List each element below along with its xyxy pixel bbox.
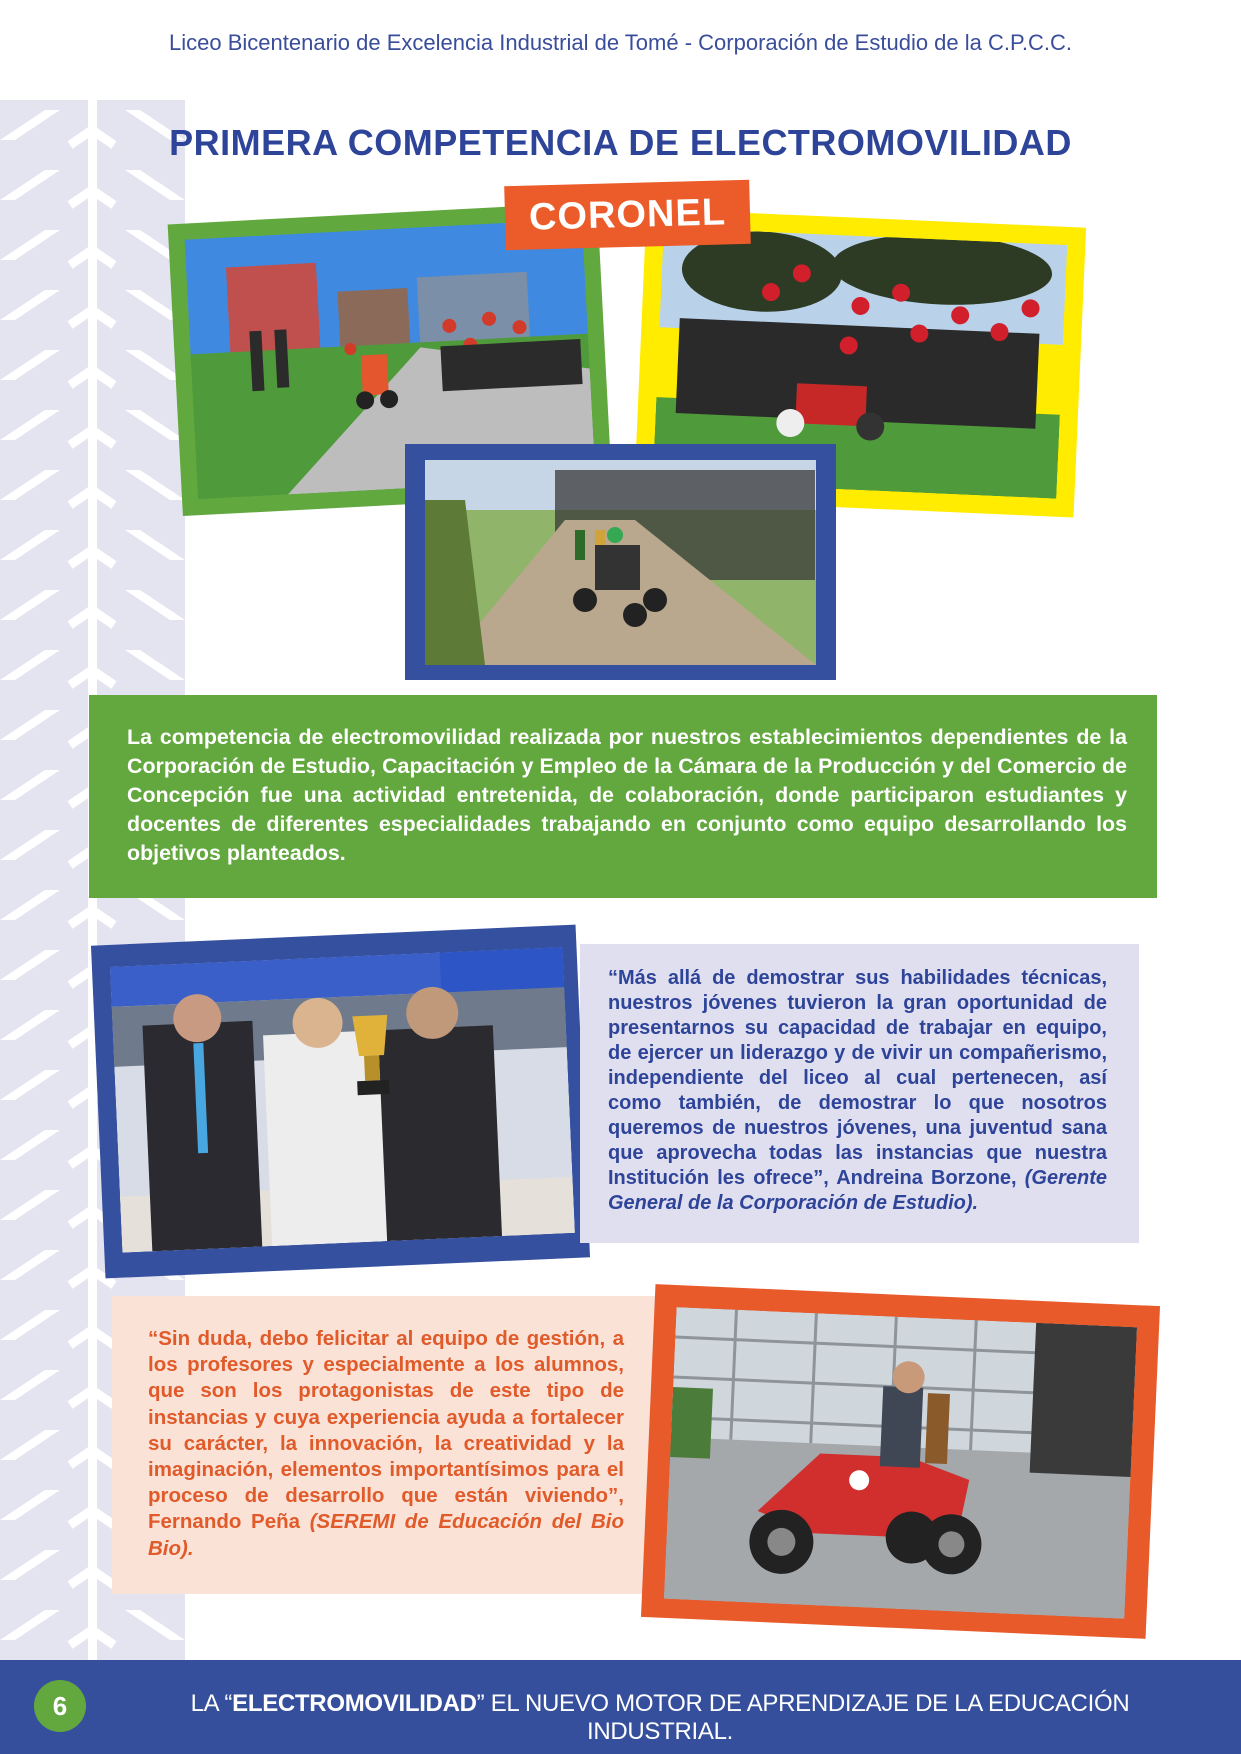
intro-paragraph: La competencia de electromovilidad realizada por nuestros establecimientos dependientes de la Corporación de Estudio, Capacitación y Empleo de la Cámara de la Producción y del Comercio de Concepción fue una actividad entretenida, de colaboración, donde participaron estudiantes y docentes de diferentes especialidades trabajando en conjunto como equipo desarrollando los objetivos planteados. (127, 725, 1127, 865)
quote-borzone-attribution: (Gerente General de la Corporación de Estudio). (608, 1167, 1107, 1214)
intro-text-box (89, 695, 1157, 898)
page-footer (0, 1660, 1241, 1754)
quote-pena (112, 1296, 672, 1594)
photo-frame-orange (641, 1284, 1160, 1639)
footer-tagline-emphasis: ELECTROMOVILIDAD (232, 1690, 477, 1717)
quote-borzone (580, 944, 1139, 1243)
location-badge: CORONEL (504, 180, 751, 250)
footer-tagline-prefix: LA “ (190, 1690, 233, 1717)
page-title: PRIMERA COMPETENCIA DE ELECTROMOVILIDAD (169, 122, 1072, 163)
quote-pena-attribution: (SEREMI de Educación del Bio Bio). (148, 1510, 624, 1560)
footer-tagline-suffix: ” EL NUEVO MOTOR DE APRENDIZAJE DE LA EDUCACIÓN INDUSTRIAL. (476, 1690, 1130, 1745)
footer-tagline (130, 1690, 1190, 1746)
quote-borzone-body: “Más allá de demostrar sus habilidades técnicas, nuestros jóvenes tuvieron la gran oportunidad de presentarnos su capacidad de trabajar en equipo, de ejercer un liderazgo y de vivir un compañerismo, independiente del liceo al cual pertenecen, así como también, de demostrar lo que nosotros queremos de nuestros jóvenes, una juventud sana que aprovecha todas las instancias que nuestra Institución les ofrece”, Andreina Borzone, (608, 967, 1107, 1189)
quote-pena-text (148, 1326, 624, 1562)
photo-trophy-award (110, 947, 575, 1252)
photo-tricycle-path (425, 460, 816, 665)
photo-frame-blue-top (405, 444, 836, 680)
page-number-badge: 6 (34, 1680, 86, 1732)
quote-borzone-text (608, 966, 1107, 1216)
photo-frame-blue-trophy (91, 925, 590, 1279)
quote-pena-body: “Sin duda, debo felicitar al equipo de gestión, a los profesores y especialmente a los alumnos, que son los protagonistas de este tipo de instancias y cuya experiencia ayuda a fortalecer su carácter, la innovación, la creatividad y la imaginación, elementos importantísimos para el proceso de desarrollo que están viviendo”, Fernando Peña (148, 1327, 624, 1534)
organization-header: Liceo Bicentenario de Excelencia Industrial de Tomé - Corporación de Estudio de la C.P.C.C. (169, 30, 1072, 55)
photo-red-tricycle (664, 1307, 1137, 1619)
